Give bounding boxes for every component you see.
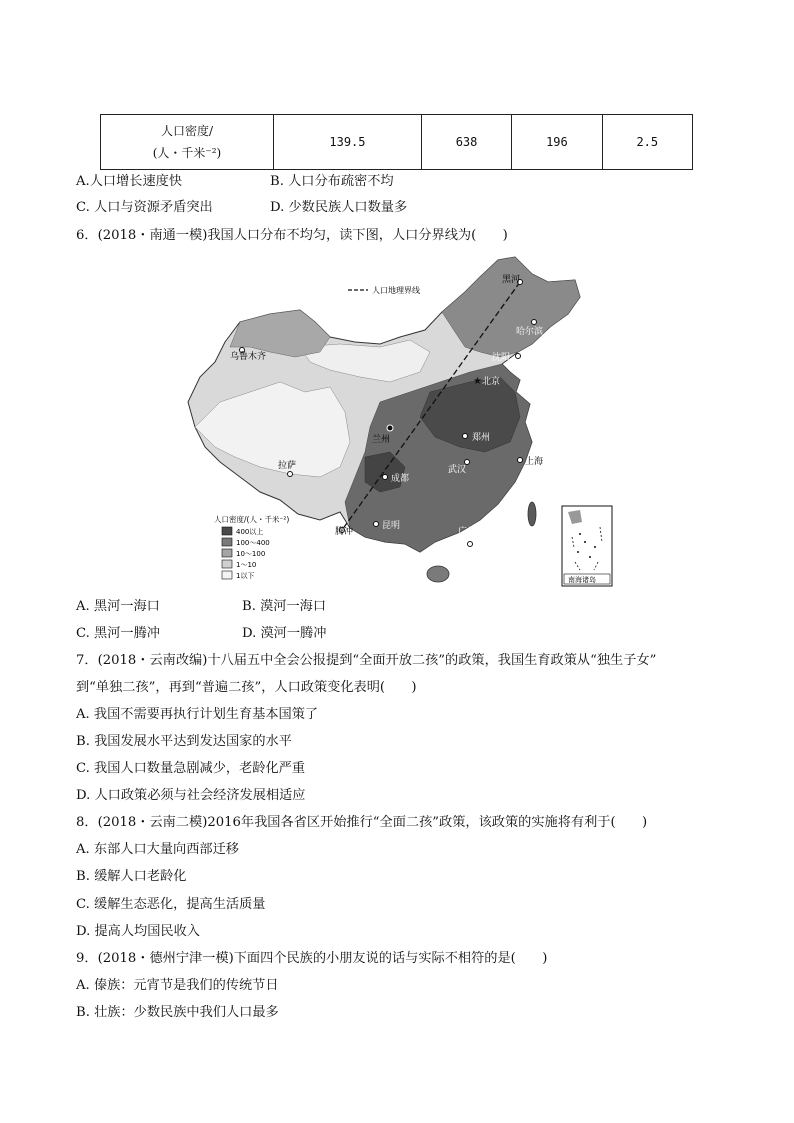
q9-option-a: A. 傣族：元宵节是我们的传统节日 xyxy=(76,978,279,993)
q8-option-b: B. 缓解人口老龄化 xyxy=(76,869,187,884)
legend-label-4: 1～10 xyxy=(236,561,257,569)
legend-label-5: 1以下 xyxy=(236,572,255,580)
svg-text:拉萨: 拉萨 xyxy=(278,461,297,471)
legend-label-3: 10～100 xyxy=(236,550,266,558)
taiwan-island xyxy=(528,502,536,526)
svg-text:兰州: 兰州 xyxy=(372,435,391,445)
svg-text:黑河: 黑河 xyxy=(502,275,521,285)
city-tengchong xyxy=(335,525,353,537)
legend-label-1: 400以上 xyxy=(236,528,264,536)
table-cell: 139.5 xyxy=(274,115,422,170)
q9-stem: 9．(2018・德州宁津一模)下面四个民族的小朋友说的话与实际不相符的是( ) xyxy=(76,951,548,966)
region-northeast xyxy=(442,257,580,357)
q8-option-d: D. 提高人均国民收入 xyxy=(76,924,200,939)
svg-text:郑州: 郑州 xyxy=(472,433,491,443)
table-cell: 2.5 xyxy=(602,115,692,170)
q7-option-d: D. 人口政策必须与社会经济发展相适应 xyxy=(76,788,306,803)
hainan-island xyxy=(427,566,449,582)
density-legend xyxy=(214,514,289,580)
table-header-cell xyxy=(101,115,274,170)
q8-stem: 8．(2018・云南二模)2016年我国各省区开始推行“全面二孩”政策，该政策的实施将有利于( ) xyxy=(76,815,648,830)
q7-stem-line-2: 到“单独二孩”，再到“普遍二孩”，人口政策变化表明( ) xyxy=(76,680,417,695)
inset-label: 南海诸岛 xyxy=(568,576,596,584)
q5-option-c: C. 人口与资源矛盾突出 xyxy=(76,200,213,215)
q7-option-b: B. 我国发展水平达到发达国家的水平 xyxy=(76,734,292,749)
legend-title: 人口密度/(人・千米⁻²) xyxy=(214,515,290,524)
svg-text:哈尔滨: 哈尔滨 xyxy=(516,327,544,337)
q7-option-a: A. 我国不需要再执行计划生育基本国策了 xyxy=(76,707,319,722)
svg-text:沈阳: 沈阳 xyxy=(492,353,511,363)
q6-option-a: A. 黑河一海口 xyxy=(76,599,160,614)
legend-line-label: 人口地理界线 xyxy=(372,286,420,295)
header-line-2: (人・千米⁻²) xyxy=(152,146,222,160)
header-line-1: 人口密度/ xyxy=(160,124,214,138)
q6-option-c: C. 黑河一腾冲 xyxy=(76,626,160,641)
city-guangzhou xyxy=(458,525,476,547)
legend-swatch-2 xyxy=(222,538,232,546)
table-cell: 638 xyxy=(421,115,511,170)
svg-text:北京: 北京 xyxy=(482,377,501,387)
q5-option-a: A.人口增长速度快 xyxy=(76,174,183,189)
svg-text:昆明: 昆明 xyxy=(382,521,401,531)
south-china-sea-inset xyxy=(562,506,612,586)
q6-option-b: B. 漠河一海口 xyxy=(242,599,327,614)
svg-text:腾冲: 腾冲 xyxy=(335,527,354,537)
q6-stem: 6．(2018・南通一模)我国人口分布不均匀，读下图，人口分界线为( ) xyxy=(76,228,508,243)
population-density-table xyxy=(100,114,693,170)
svg-text:成都: 成都 xyxy=(391,474,410,484)
q5-option-d: D. 少数民族人口数量多 xyxy=(270,200,408,215)
svg-text:★: ★ xyxy=(473,376,482,387)
q6-option-d: D. 漠河一腾冲 xyxy=(242,626,327,641)
q7-option-c: C. 我国人口数量急剧减少，老龄化严重 xyxy=(76,761,306,776)
legend-swatch-4 xyxy=(222,560,232,568)
svg-text:武汉: 武汉 xyxy=(448,465,467,475)
q8-option-a: A. 东部人口大量向西部迁移 xyxy=(76,842,239,857)
legend-swatch-1 xyxy=(222,527,232,535)
legend-swatch-3 xyxy=(222,549,232,557)
svg-text:广州: 广州 xyxy=(458,527,477,537)
city-beijing xyxy=(473,375,500,387)
q8-option-c: C. 缓解生态恶化，提高生活质量 xyxy=(76,897,266,912)
table-row xyxy=(101,115,693,170)
svg-text:上海: 上海 xyxy=(525,457,544,467)
china-population-map xyxy=(180,252,620,594)
legend-swatch-5 xyxy=(222,571,232,579)
q9-option-b: B. 壮族：少数民族中我们人口最多 xyxy=(76,1005,279,1020)
svg-text:乌鲁木齐: 乌鲁木齐 xyxy=(230,352,267,362)
q7-stem-line-1: 7．(2018・云南改编)十八届五中全会公报提到“全面开放二孩”的政策，我国生育政策从“独生子女” xyxy=(76,653,657,668)
legend-label-2: 100～400 xyxy=(236,539,270,547)
q5-option-b: B. 人口分布疏密不均 xyxy=(270,174,394,189)
city-heihe xyxy=(502,274,523,285)
table-cell: 196 xyxy=(512,115,602,170)
